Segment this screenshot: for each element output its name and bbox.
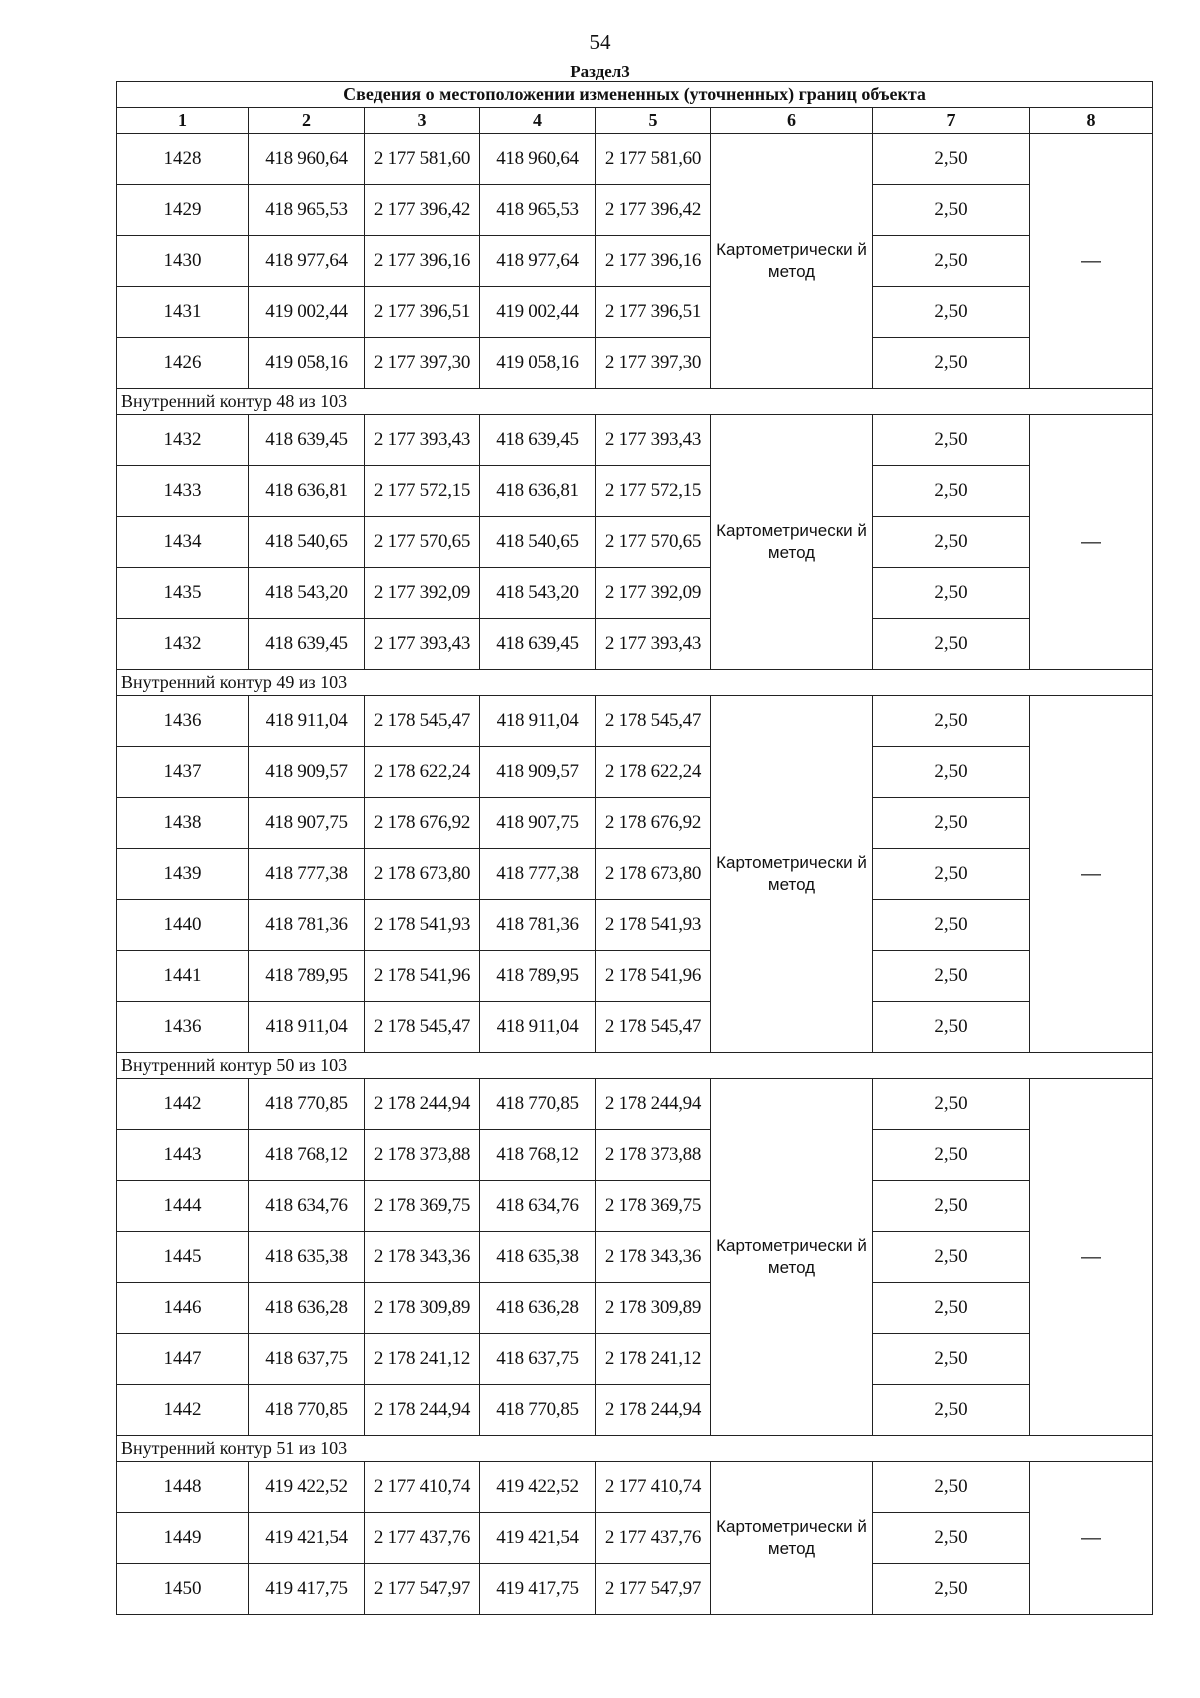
x-new-cell: 419 421,54 <box>480 1513 596 1564</box>
column8-cell: — <box>1030 415 1153 670</box>
y-old-cell: 2 177 393,43 <box>365 619 480 670</box>
accuracy-cell: 2,50 <box>873 1385 1030 1436</box>
y-new-cell: 2 177 392,09 <box>596 568 711 619</box>
y-new-cell: 2 178 244,94 <box>596 1385 711 1436</box>
y-old-cell: 2 178 309,89 <box>365 1283 480 1334</box>
accuracy-cell: 2,50 <box>873 185 1030 236</box>
y-new-cell: 2 178 343,36 <box>596 1232 711 1283</box>
x-old-cell: 418 637,75 <box>249 1334 365 1385</box>
y-old-cell: 2 178 622,24 <box>365 747 480 798</box>
point-id-cell: 1436 <box>117 696 249 747</box>
table-row <box>117 415 1153 466</box>
accuracy-cell: 2,50 <box>873 1462 1030 1513</box>
column8-cell: — <box>1030 1462 1153 1615</box>
x-new-cell: 418 639,45 <box>480 415 596 466</box>
contour-label: Внутренний контур 49 из 103 <box>117 670 1153 696</box>
table-row <box>117 1334 1153 1385</box>
y-old-cell: 2 178 343,36 <box>365 1232 480 1283</box>
section-title: Раздел3 <box>570 62 630 81</box>
x-new-cell: 418 777,38 <box>480 849 596 900</box>
point-id-cell: 1437 <box>117 747 249 798</box>
contour-label: Внутренний контур 48 из 103 <box>117 389 1153 415</box>
y-old-cell: 2 178 369,75 <box>365 1181 480 1232</box>
point-id-cell: 1440 <box>117 900 249 951</box>
table-row <box>117 951 1153 1002</box>
x-new-cell: 418 909,57 <box>480 747 596 798</box>
point-id-cell: 1430 <box>117 236 249 287</box>
y-new-cell: 2 178 673,80 <box>596 849 711 900</box>
column-number: 2 <box>249 108 365 134</box>
method-cell: Картометрически й метод <box>711 1462 873 1615</box>
accuracy-cell: 2,50 <box>873 134 1030 185</box>
x-old-cell: 418 543,20 <box>249 568 365 619</box>
accuracy-cell: 2,50 <box>873 798 1030 849</box>
x-old-cell: 418 636,28 <box>249 1283 365 1334</box>
accuracy-cell: 2,50 <box>873 517 1030 568</box>
y-old-cell: 2 178 541,93 <box>365 900 480 951</box>
y-old-cell: 2 177 397,30 <box>365 338 480 389</box>
x-new-cell: 418 907,75 <box>480 798 596 849</box>
point-id-cell: 1442 <box>117 1079 249 1130</box>
y-new-cell: 2 177 570,65 <box>596 517 711 568</box>
x-old-cell: 418 907,75 <box>249 798 365 849</box>
coordinates-table <box>116 81 1153 1615</box>
y-new-cell: 2 177 396,42 <box>596 185 711 236</box>
accuracy-cell: 2,50 <box>873 951 1030 1002</box>
accuracy-cell: 2,50 <box>873 1002 1030 1053</box>
accuracy-cell: 2,50 <box>873 287 1030 338</box>
column8-cell: — <box>1030 696 1153 1053</box>
point-id-cell: 1441 <box>117 951 249 1002</box>
column8-cell: — <box>1030 1079 1153 1436</box>
y-old-cell: 2 178 241,12 <box>365 1334 480 1385</box>
y-new-cell: 2 177 572,15 <box>596 466 711 517</box>
x-old-cell: 418 639,45 <box>249 415 365 466</box>
accuracy-cell: 2,50 <box>873 1079 1030 1130</box>
x-old-cell: 418 634,76 <box>249 1181 365 1232</box>
accuracy-cell: 2,50 <box>873 466 1030 517</box>
y-new-cell: 2 178 545,47 <box>596 696 711 747</box>
y-new-cell: 2 177 393,43 <box>596 415 711 466</box>
table-row <box>117 1232 1153 1283</box>
table-caption: Сведения о местоположении измененных (уточненных) границ объекта <box>117 82 1153 108</box>
y-new-cell: 2 177 397,30 <box>596 338 711 389</box>
y-new-cell: 2 177 437,76 <box>596 1513 711 1564</box>
accuracy-cell: 2,50 <box>873 1513 1030 1564</box>
point-id-cell: 1432 <box>117 415 249 466</box>
x-old-cell: 418 965,53 <box>249 185 365 236</box>
y-old-cell: 2 177 572,15 <box>365 466 480 517</box>
y-old-cell: 2 177 581,60 <box>365 134 480 185</box>
point-id-cell: 1449 <box>117 1513 249 1564</box>
x-new-cell: 418 770,85 <box>480 1385 596 1436</box>
x-old-cell: 418 781,36 <box>249 900 365 951</box>
accuracy-cell: 2,50 <box>873 338 1030 389</box>
y-new-cell: 2 178 545,47 <box>596 1002 711 1053</box>
table-row <box>117 619 1153 670</box>
method-cell: Картометрически й метод <box>711 134 873 389</box>
contour-label: Внутренний контур 50 из 103 <box>117 1053 1153 1079</box>
table-row <box>117 517 1153 568</box>
table-row <box>117 568 1153 619</box>
y-old-cell: 2 178 244,94 <box>365 1079 480 1130</box>
x-old-cell: 418 636,81 <box>249 466 365 517</box>
point-id-cell: 1442 <box>117 1385 249 1436</box>
y-old-cell: 2 178 676,92 <box>365 798 480 849</box>
x-old-cell: 418 911,04 <box>249 1002 365 1053</box>
y-new-cell: 2 178 622,24 <box>596 747 711 798</box>
table-row <box>117 849 1153 900</box>
x-new-cell: 418 636,81 <box>480 466 596 517</box>
point-id-cell: 1445 <box>117 1232 249 1283</box>
y-old-cell: 2 177 396,16 <box>365 236 480 287</box>
point-id-cell: 1428 <box>117 134 249 185</box>
x-new-cell: 418 637,75 <box>480 1334 596 1385</box>
x-new-cell: 419 422,52 <box>480 1462 596 1513</box>
x-old-cell: 419 421,54 <box>249 1513 365 1564</box>
y-new-cell: 2 177 396,51 <box>596 287 711 338</box>
contour-label: Внутренний контур 51 из 103 <box>117 1436 1153 1462</box>
column-number: 8 <box>1030 108 1153 134</box>
method-cell: Картометрически й метод <box>711 696 873 1053</box>
x-new-cell: 419 417,75 <box>480 1564 596 1615</box>
accuracy-cell: 2,50 <box>873 900 1030 951</box>
accuracy-cell: 2,50 <box>873 1334 1030 1385</box>
y-new-cell: 2 178 244,94 <box>596 1079 711 1130</box>
y-old-cell: 2 177 392,09 <box>365 568 480 619</box>
table-row <box>117 185 1153 236</box>
table-row <box>117 1564 1153 1615</box>
accuracy-cell: 2,50 <box>873 1283 1030 1334</box>
point-id-cell: 1444 <box>117 1181 249 1232</box>
point-id-cell: 1439 <box>117 849 249 900</box>
point-id-cell: 1448 <box>117 1462 249 1513</box>
accuracy-cell: 2,50 <box>873 1181 1030 1232</box>
y-new-cell: 2 177 396,16 <box>596 236 711 287</box>
x-old-cell: 419 422,52 <box>249 1462 365 1513</box>
table-row <box>117 338 1153 389</box>
accuracy-cell: 2,50 <box>873 747 1030 798</box>
x-old-cell: 418 909,57 <box>249 747 365 798</box>
y-old-cell: 2 177 393,43 <box>365 415 480 466</box>
table-row <box>117 236 1153 287</box>
accuracy-cell: 2,50 <box>873 236 1030 287</box>
x-old-cell: 419 417,75 <box>249 1564 365 1615</box>
method-cell: Картометрически й метод <box>711 1079 873 1436</box>
y-old-cell: 2 177 570,65 <box>365 517 480 568</box>
y-new-cell: 2 178 309,89 <box>596 1283 711 1334</box>
accuracy-cell: 2,50 <box>873 415 1030 466</box>
table-row <box>117 798 1153 849</box>
accuracy-cell: 2,50 <box>873 568 1030 619</box>
y-new-cell: 2 178 541,93 <box>596 900 711 951</box>
x-old-cell: 418 770,85 <box>249 1385 365 1436</box>
x-new-cell: 418 911,04 <box>480 1002 596 1053</box>
table-row <box>117 1130 1153 1181</box>
point-id-cell: 1432 <box>117 619 249 670</box>
x-new-cell: 418 781,36 <box>480 900 596 951</box>
table-row <box>117 900 1153 951</box>
x-new-cell: 419 058,16 <box>480 338 596 389</box>
y-old-cell: 2 178 541,96 <box>365 951 480 1002</box>
point-id-cell: 1429 <box>117 185 249 236</box>
y-old-cell: 2 177 410,74 <box>365 1462 480 1513</box>
page-number: 54 <box>589 30 611 54</box>
point-id-cell: 1450 <box>117 1564 249 1615</box>
table-row <box>117 287 1153 338</box>
y-old-cell: 2 177 396,51 <box>365 287 480 338</box>
x-new-cell: 418 635,38 <box>480 1232 596 1283</box>
accuracy-cell: 2,50 <box>873 696 1030 747</box>
y-new-cell: 2 177 581,60 <box>596 134 711 185</box>
column-number: 4 <box>480 108 596 134</box>
x-old-cell: 418 639,45 <box>249 619 365 670</box>
x-old-cell: 418 540,65 <box>249 517 365 568</box>
point-id-cell: 1431 <box>117 287 249 338</box>
contour-header-row <box>117 389 1153 415</box>
x-old-cell: 418 768,12 <box>249 1130 365 1181</box>
x-new-cell: 418 960,64 <box>480 134 596 185</box>
x-old-cell: 418 770,85 <box>249 1079 365 1130</box>
y-old-cell: 2 178 545,47 <box>365 1002 480 1053</box>
column-number: 5 <box>596 108 711 134</box>
x-old-cell: 418 635,38 <box>249 1232 365 1283</box>
point-id-cell: 1434 <box>117 517 249 568</box>
point-id-cell: 1446 <box>117 1283 249 1334</box>
point-id-cell: 1438 <box>117 798 249 849</box>
column-number: 7 <box>873 108 1030 134</box>
x-new-cell: 418 911,04 <box>480 696 596 747</box>
point-id-cell: 1435 <box>117 568 249 619</box>
x-new-cell: 418 543,20 <box>480 568 596 619</box>
y-new-cell: 2 178 373,88 <box>596 1130 711 1181</box>
table-row <box>117 1513 1153 1564</box>
accuracy-cell: 2,50 <box>873 1564 1030 1615</box>
x-old-cell: 418 789,95 <box>249 951 365 1002</box>
y-old-cell: 2 178 373,88 <box>365 1130 480 1181</box>
point-id-cell: 1447 <box>117 1334 249 1385</box>
y-old-cell: 2 178 673,80 <box>365 849 480 900</box>
y-new-cell: 2 178 369,75 <box>596 1181 711 1232</box>
point-id-cell: 1433 <box>117 466 249 517</box>
method-cell: Картометрически й метод <box>711 415 873 670</box>
x-old-cell: 419 058,16 <box>249 338 365 389</box>
y-new-cell: 2 178 241,12 <box>596 1334 711 1385</box>
y-new-cell: 2 178 676,92 <box>596 798 711 849</box>
table-row <box>117 1181 1153 1232</box>
accuracy-cell: 2,50 <box>873 1130 1030 1181</box>
table-row <box>117 466 1153 517</box>
contour-header-row <box>117 670 1153 696</box>
x-new-cell: 418 639,45 <box>480 619 596 670</box>
contour-header-row <box>117 1053 1153 1079</box>
table-row <box>117 747 1153 798</box>
x-new-cell: 418 977,64 <box>480 236 596 287</box>
table-row <box>117 1079 1153 1130</box>
x-new-cell: 419 002,44 <box>480 287 596 338</box>
y-old-cell: 2 178 545,47 <box>365 696 480 747</box>
y-old-cell: 2 177 547,97 <box>365 1564 480 1615</box>
y-new-cell: 2 178 541,96 <box>596 951 711 1002</box>
contour-header-row <box>117 1436 1153 1462</box>
x-old-cell: 419 002,44 <box>249 287 365 338</box>
point-id-cell: 1436 <box>117 1002 249 1053</box>
x-new-cell: 418 540,65 <box>480 517 596 568</box>
x-old-cell: 418 977,64 <box>249 236 365 287</box>
table-row <box>117 1002 1153 1053</box>
table-row <box>117 1283 1153 1334</box>
x-old-cell: 418 777,38 <box>249 849 365 900</box>
accuracy-cell: 2,50 <box>873 849 1030 900</box>
column-number: 6 <box>711 108 873 134</box>
y-new-cell: 2 177 393,43 <box>596 619 711 670</box>
y-old-cell: 2 178 244,94 <box>365 1385 480 1436</box>
x-new-cell: 418 634,76 <box>480 1181 596 1232</box>
y-old-cell: 2 177 396,42 <box>365 185 480 236</box>
x-new-cell: 418 770,85 <box>480 1079 596 1130</box>
column-number: 3 <box>365 108 480 134</box>
x-new-cell: 418 965,53 <box>480 185 596 236</box>
table-row <box>117 1462 1153 1513</box>
point-id-cell: 1426 <box>117 338 249 389</box>
x-old-cell: 418 960,64 <box>249 134 365 185</box>
x-new-cell: 418 789,95 <box>480 951 596 1002</box>
y-new-cell: 2 177 410,74 <box>596 1462 711 1513</box>
table-row <box>117 696 1153 747</box>
column-number: 1 <box>117 108 249 134</box>
x-new-cell: 418 768,12 <box>480 1130 596 1181</box>
table-row <box>117 1385 1153 1436</box>
x-old-cell: 418 911,04 <box>249 696 365 747</box>
x-new-cell: 418 636,28 <box>480 1283 596 1334</box>
y-new-cell: 2 177 547,97 <box>596 1564 711 1615</box>
point-id-cell: 1443 <box>117 1130 249 1181</box>
accuracy-cell: 2,50 <box>873 1232 1030 1283</box>
column8-cell: — <box>1030 134 1153 389</box>
y-old-cell: 2 177 437,76 <box>365 1513 480 1564</box>
accuracy-cell: 2,50 <box>873 619 1030 670</box>
table-row <box>117 134 1153 185</box>
